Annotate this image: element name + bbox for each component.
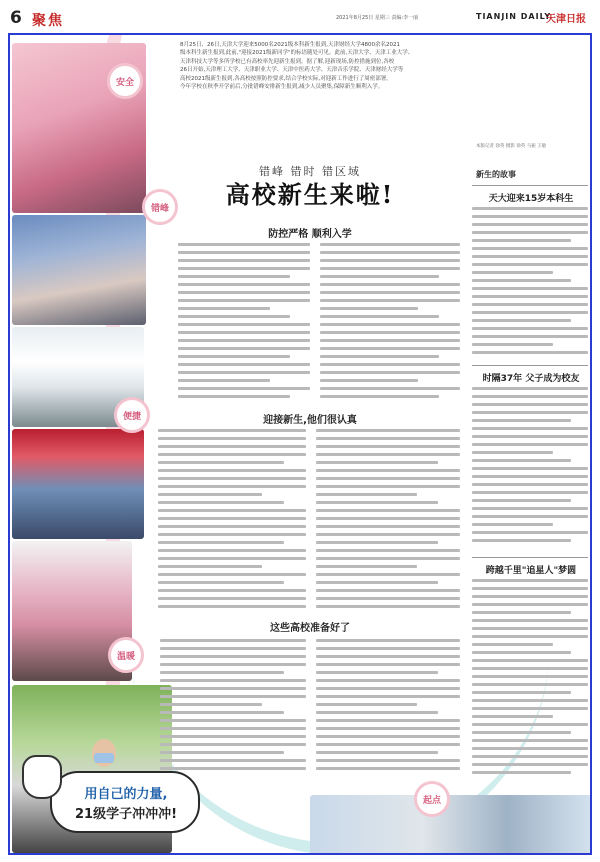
- headline-kicker: 错峰 错时 错区域: [259, 165, 361, 178]
- text-line: [316, 597, 460, 600]
- text-line: [316, 671, 438, 674]
- text-line: [472, 207, 588, 210]
- text-line: [472, 419, 571, 422]
- text-line: [178, 323, 310, 326]
- right-story-2: [472, 387, 588, 551]
- text-line: [316, 605, 460, 608]
- text-line: [472, 343, 553, 346]
- divider: [472, 365, 588, 366]
- text-line: [160, 687, 306, 690]
- text-line: [320, 283, 460, 286]
- text-line: [158, 461, 284, 464]
- text-line: [472, 215, 588, 218]
- text-line: [178, 379, 270, 382]
- tag-convenient: 便捷: [114, 397, 150, 433]
- tag-staggered: 错峰: [142, 189, 178, 225]
- article-body-1a: [178, 243, 310, 403]
- date-line: 2021年8月25日 星期三 责编:李一丽: [336, 15, 419, 21]
- text-line: [472, 731, 571, 734]
- article-body-2b: [316, 429, 460, 613]
- text-line: [178, 395, 290, 398]
- text-line: [158, 485, 306, 488]
- text-line: [178, 299, 310, 302]
- lead-line: 8月25日、26日,天津大学迎来5000名2021级本科新生报到,天津财经大学4800余名2021: [180, 42, 400, 48]
- right-column-label: 新生的故事: [476, 170, 516, 179]
- text-line: [316, 509, 460, 512]
- photo-welcome-area: [310, 795, 592, 855]
- lead-line: 级本科生新生报到,此前,"迎接2021级新同学"的标语随处可见。此前,天津大学、天津工业大学、: [180, 50, 414, 57]
- text-line: [472, 747, 588, 750]
- tag-safety: 安全: [107, 63, 143, 99]
- text-line: [158, 573, 306, 576]
- text-line: [472, 387, 588, 390]
- text-line: [472, 515, 588, 518]
- text-line: [472, 627, 588, 630]
- text-line: [158, 453, 306, 456]
- text-line: [158, 549, 306, 552]
- lead-paragraph: [180, 41, 588, 91]
- sign-text-line1: 用自己的力量,: [84, 787, 168, 802]
- text-line: [316, 751, 438, 754]
- text-line: [178, 243, 310, 246]
- news-page: [8, 33, 592, 855]
- text-line: [320, 291, 460, 294]
- text-line: [472, 279, 571, 282]
- text-line: [320, 267, 460, 270]
- text-line: [472, 247, 588, 250]
- text-line: [472, 443, 588, 446]
- text-line: [472, 263, 588, 266]
- text-line: [178, 267, 310, 270]
- text-line: [472, 395, 588, 398]
- text-line: [316, 549, 460, 552]
- right-story-1: [472, 207, 588, 359]
- text-line: [472, 659, 588, 662]
- text-line: [158, 445, 306, 448]
- text-line: [160, 727, 306, 730]
- text-line: [472, 451, 553, 454]
- welcome-sign: [50, 771, 200, 833]
- text-line: [472, 723, 588, 726]
- text-line: [160, 767, 306, 770]
- text-line: [472, 507, 588, 510]
- lead-line: 今年学校在秋季开学前后,分批错峰安排新生报到,减少人员聚集,保障新生顺利入学。: [180, 84, 384, 91]
- text-line: [472, 467, 588, 470]
- text-line: [160, 743, 306, 746]
- text-line: [320, 347, 460, 350]
- tooth-mascot-icon: [22, 755, 62, 799]
- text-line: [160, 671, 284, 674]
- text-line: [472, 579, 588, 582]
- text-line: [472, 327, 588, 330]
- page-header: [6, 4, 594, 30]
- text-line: [158, 493, 262, 496]
- text-line: [320, 315, 439, 318]
- text-line: [472, 499, 571, 502]
- text-line: [472, 403, 588, 406]
- text-line: [158, 589, 306, 592]
- text-line: [316, 703, 417, 706]
- subhead-prevention: 防控严格 顺利入学: [268, 229, 352, 240]
- text-line: [472, 683, 588, 686]
- masthead-english: TIANJIN DAILY: [476, 12, 552, 21]
- sign-text-line2: 21级学子冲冲冲!: [74, 807, 178, 822]
- text-line: [316, 727, 460, 730]
- text-line: [320, 299, 460, 302]
- text-line: [160, 639, 306, 642]
- text-line: [160, 655, 306, 658]
- text-line: [472, 675, 588, 678]
- text-line: [160, 647, 306, 650]
- text-line: [316, 501, 438, 504]
- text-line: [158, 477, 306, 480]
- text-line: [472, 435, 588, 438]
- text-line: [316, 573, 460, 576]
- text-line: [472, 523, 553, 526]
- text-line: [472, 603, 588, 606]
- text-line: [316, 429, 460, 432]
- text-line: [320, 355, 439, 358]
- text-line: [472, 319, 571, 322]
- text-line: [178, 387, 310, 390]
- lead-line: 26日开始,天津理工大学、天津职业大学、天津中医药大学、天津音乐学院、天津财经大学等: [180, 67, 404, 74]
- text-line: [160, 703, 262, 706]
- text-line: [320, 395, 439, 398]
- article-body-1b: [320, 243, 460, 403]
- text-line: [160, 711, 284, 714]
- text-line: [472, 239, 571, 242]
- text-line: [472, 763, 588, 766]
- text-line: [178, 291, 310, 294]
- text-line: [316, 719, 460, 722]
- text-line: [472, 223, 588, 226]
- text-line: [160, 759, 306, 762]
- text-line: [178, 339, 310, 342]
- text-line: [178, 363, 310, 366]
- article-body-3b: [316, 639, 460, 779]
- text-line: [316, 485, 460, 488]
- text-line: [472, 411, 588, 414]
- text-line: [472, 619, 588, 622]
- text-line: [320, 259, 460, 262]
- text-line: [316, 589, 460, 592]
- story-title-1: 天大迎来15岁本科生: [488, 194, 574, 204]
- text-line: [472, 771, 571, 774]
- right-story-3: [472, 579, 588, 779]
- text-line: [472, 311, 588, 314]
- text-line: [316, 767, 460, 770]
- text-line: [178, 371, 310, 374]
- text-line: [158, 525, 306, 528]
- text-line: [472, 707, 588, 710]
- section-title: 聚焦: [32, 13, 64, 29]
- tag-start: 起点: [414, 781, 450, 817]
- text-line: [316, 695, 460, 698]
- text-line: [320, 251, 460, 254]
- text-line: [316, 743, 460, 746]
- text-line: [316, 533, 460, 536]
- subhead-universities: 这些高校准备好了: [270, 623, 350, 634]
- text-line: [472, 739, 588, 742]
- text-line: [178, 347, 310, 350]
- text-line: [158, 517, 306, 520]
- text-line: [472, 475, 588, 478]
- text-line: [472, 699, 588, 702]
- divider: [472, 557, 588, 558]
- text-line: [472, 635, 588, 638]
- text-line: [472, 255, 588, 258]
- text-line: [316, 557, 460, 560]
- story-title-3: 跨越千里"追星人"梦圆: [485, 566, 577, 576]
- text-line: [316, 493, 417, 496]
- text-line: [316, 663, 460, 666]
- text-line: [158, 541, 284, 544]
- text-line: [178, 331, 310, 334]
- text-line: [316, 469, 460, 472]
- lead-line: 高校2021级新生报到,各高校按照防控要求,结合学校实际,对迎新工作进行了周密部署。: [180, 75, 392, 82]
- text-line: [316, 687, 460, 690]
- text-line: [320, 275, 439, 278]
- article-body-2a: [158, 429, 306, 613]
- text-line: [178, 355, 290, 358]
- text-line: [316, 735, 460, 738]
- text-line: [316, 525, 460, 528]
- text-line: [472, 351, 588, 354]
- text-line: [320, 323, 460, 326]
- divider: [472, 185, 588, 186]
- text-line: [158, 509, 306, 512]
- text-line: [320, 339, 460, 342]
- text-line: [158, 557, 306, 560]
- text-line: [316, 541, 438, 544]
- text-line: [320, 307, 418, 310]
- text-line: [472, 643, 553, 646]
- text-line: [472, 295, 588, 298]
- text-line: [160, 695, 306, 698]
- text-line: [316, 517, 460, 520]
- text-line: [316, 445, 460, 448]
- subhead-welcome: 迎接新生,他们很认真: [263, 415, 357, 426]
- text-line: [160, 735, 306, 738]
- text-line: [472, 531, 588, 534]
- text-line: [160, 663, 306, 666]
- text-line: [316, 679, 460, 682]
- text-line: [158, 429, 306, 432]
- article-body-3a: [160, 639, 306, 779]
- text-line: [472, 587, 588, 590]
- text-line: [472, 335, 588, 338]
- text-line: [178, 259, 310, 262]
- text-line: [158, 581, 284, 584]
- tag-warm: 温暖: [108, 637, 144, 673]
- text-line: [472, 483, 588, 486]
- text-line: [472, 231, 588, 234]
- text-line: [178, 307, 270, 310]
- text-line: [472, 755, 588, 758]
- text-line: [472, 287, 588, 290]
- text-line: [472, 667, 588, 670]
- text-line: [320, 371, 460, 374]
- text-line: [316, 581, 438, 584]
- text-line: [316, 565, 417, 568]
- text-line: [158, 501, 284, 504]
- text-line: [158, 565, 262, 568]
- text-line: [320, 243, 460, 246]
- photo-caption: 本版记者 徐英 摄影 徐英 马振 王敏: [476, 144, 547, 149]
- text-line: [472, 539, 571, 542]
- text-line: [316, 647, 460, 650]
- text-line: [158, 605, 306, 608]
- text-line: [160, 719, 306, 722]
- text-line: [472, 715, 553, 718]
- text-line: [316, 759, 460, 762]
- text-line: [472, 459, 571, 462]
- text-line: [316, 461, 438, 464]
- photo-luggage: [12, 215, 146, 325]
- text-line: [158, 469, 306, 472]
- text-line: [316, 655, 460, 658]
- text-line: [178, 251, 310, 254]
- text-line: [472, 595, 588, 598]
- lead-line: 天津科技大学等多所学校已有高校率先迎新生报到。据了解,迎新现场,防控措施到位,各校: [180, 58, 395, 65]
- text-line: [320, 363, 460, 366]
- text-line: [320, 331, 460, 334]
- text-line: [316, 711, 438, 714]
- text-line: [472, 611, 571, 614]
- text-line: [472, 303, 588, 306]
- story-title-2: 时隔37年 父子成为校友: [482, 374, 580, 384]
- text-line: [178, 283, 310, 286]
- text-line: [160, 751, 284, 754]
- text-line: [316, 639, 460, 642]
- text-line: [472, 491, 588, 494]
- face-mask: [94, 753, 114, 763]
- page-number: 6: [10, 8, 22, 28]
- text-line: [158, 597, 306, 600]
- text-line: [316, 437, 460, 440]
- text-line: [320, 379, 418, 382]
- text-line: [472, 651, 571, 654]
- masthead-logo: 天津日报: [546, 14, 586, 25]
- text-line: [472, 691, 571, 694]
- text-line: [160, 679, 306, 682]
- text-line: [472, 271, 553, 274]
- text-line: [158, 437, 306, 440]
- text-line: [178, 315, 290, 318]
- text-line: [178, 275, 290, 278]
- main-headline: 高校新生来啦!: [225, 180, 395, 209]
- text-line: [320, 387, 460, 390]
- text-line: [316, 453, 460, 456]
- text-line: [472, 427, 588, 430]
- photo-registration-booth: [12, 429, 144, 539]
- text-line: [158, 533, 306, 536]
- text-line: [316, 477, 460, 480]
